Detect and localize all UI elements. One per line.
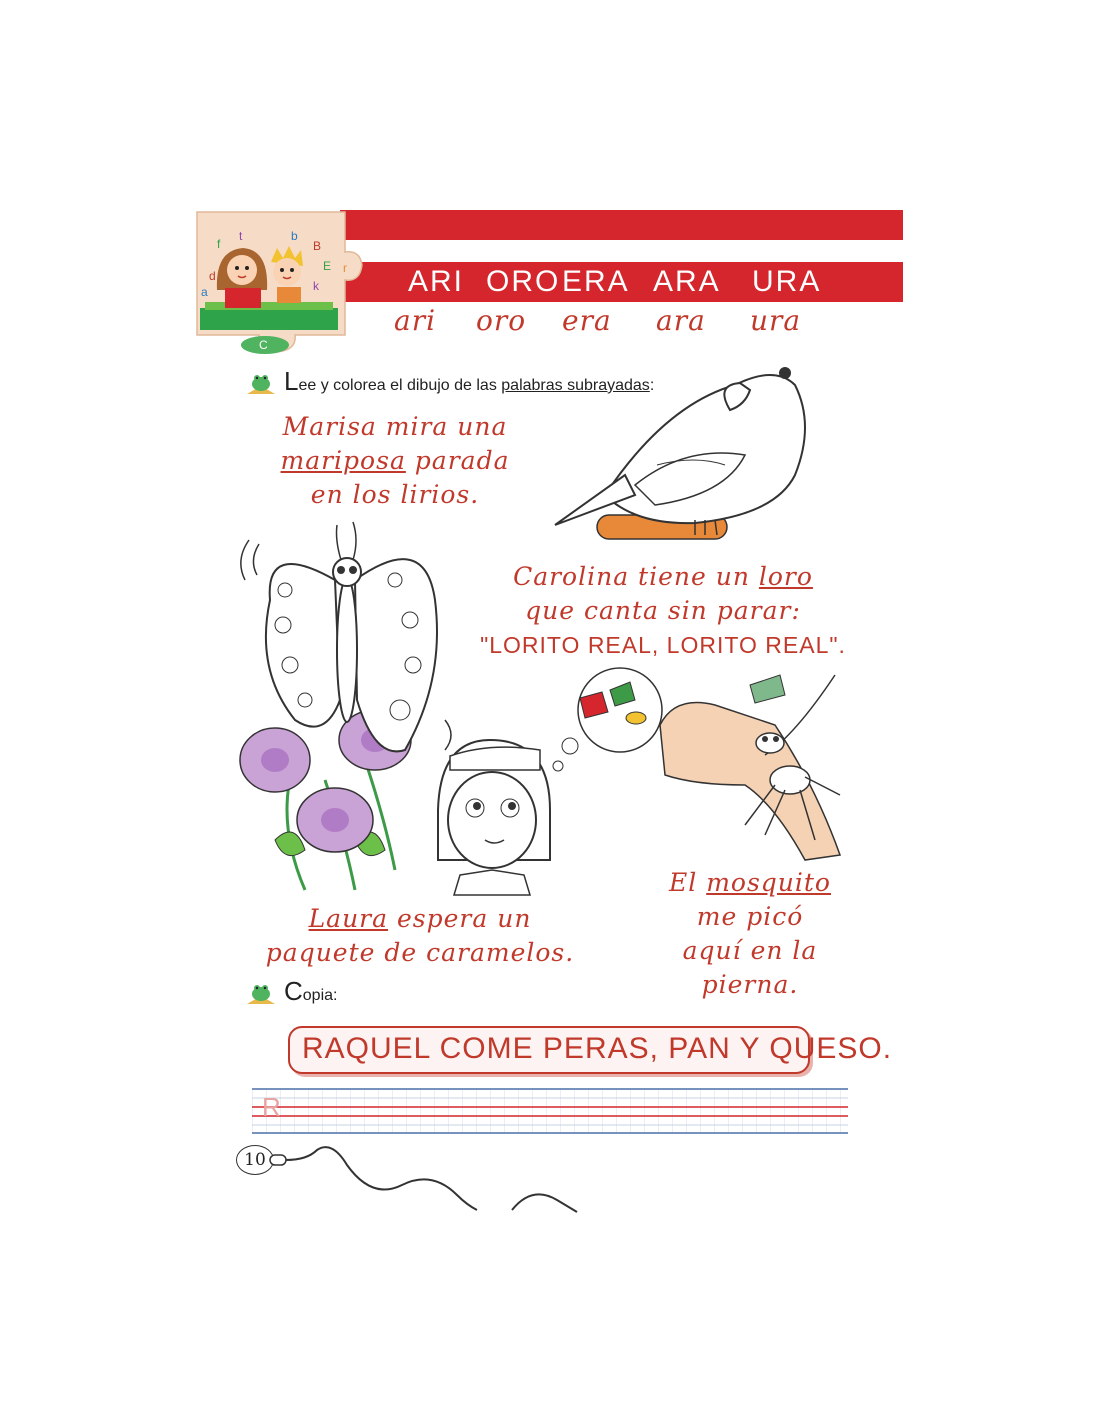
syllable-upper-4: ARA [653,265,721,298]
logo-letter-5: b [291,229,298,243]
syllable-lower-4: ara [656,304,706,337]
instruction-colon: : [649,377,655,394]
sentence-mosquito-line2: me picó [696,902,804,931]
syllable-upper-3: ERA [562,265,630,298]
sentence-mosquito-line4: pierna. [701,970,799,999]
sentence-marisa-line2 [225,444,565,478]
syllable-upper-2: ORO [486,265,561,298]
syllable-lower-1: ari [394,304,437,337]
sentence-marisa-line1: Marisa mira una [282,412,508,441]
sentence-carolina-line1-text: Carolina tiene un [513,562,759,591]
sentence-marisa-line3: en los lirios. [310,480,480,509]
logo-kids-reading [195,210,375,360]
sentence-mosquito-line1 [640,866,860,900]
sentence-mosquito-line1-text: El [669,868,707,897]
frog-bullet-icon [245,978,277,1008]
mosquito-illustration [655,665,850,865]
logo-letter-6: B [313,239,322,253]
sentence-marisa [225,410,565,520]
syllable-lower-3: era [562,304,612,337]
sentence-laura-line1 [240,902,600,936]
syllables-lower [390,304,870,340]
logo-letter-1: a [201,285,208,299]
syllables-upper [390,265,870,301]
instruction-copy-text: opia: [302,987,338,1004]
mouse-cable-decoration [262,1140,592,1220]
frog-bullet-icon [245,368,277,398]
instruction-underlined: palabras subrayadas [501,377,650,394]
logo-letter-4: t [239,229,243,243]
logo-letter-8: r [343,261,347,275]
sentence-laura [240,902,600,978]
copy-model-sentence: RAQUEL COME PERAS, PAN Y QUESO. [302,1032,893,1065]
sentence-carolina-line3: "LORITO REAL, LORITO REAL". [480,632,846,658]
word-loro: loro [758,562,813,591]
word-mosquito: mosquito [706,868,831,897]
parrot-illustration [545,345,825,555]
sentence-carolina-line1 [478,560,848,594]
instruction-copy [284,976,404,1008]
logo-letter-9: k [313,279,319,293]
sentence-carolina-line2: que canta sin parar: [525,596,801,625]
sentence-laura-line2: paquete de caramelos. [265,938,575,967]
sentence-mosquito-line3: aquí en la [682,936,818,965]
copy-model-box [288,1026,893,1074]
word-mariposa: mariposa [280,446,406,475]
syllable-upper-1: ARI [408,265,465,298]
sentence-marisa-line2-rest: parada [405,446,510,475]
handwriting-practice-lines[interactable] [252,1085,848,1137]
instruction-text: ee y colorea el dibujo de las [298,377,502,394]
header-red-bar-top [340,210,903,240]
instruction-initial: L [284,366,299,396]
instruction-copy-initial: C [284,976,303,1006]
syllable-upper-5: URA [752,265,822,298]
syllable-lower-5: ura [750,304,802,337]
logo-letter-7: E [323,259,332,273]
girl-thinking-illustration [430,660,670,900]
sentence-carolina [478,560,848,670]
syllable-lower-2: oro [476,304,527,337]
logo-letter-2: d [209,269,216,283]
logo-letter-10: C [259,338,268,352]
sentence-laura-line1-rest: espera un [388,904,532,933]
logo-letter-3: f [217,237,221,251]
page-number: 10 [236,1145,274,1175]
word-laura: Laura [308,904,389,933]
trace-letter: R [262,1092,281,1122]
sentence-mosquito [640,866,860,1006]
